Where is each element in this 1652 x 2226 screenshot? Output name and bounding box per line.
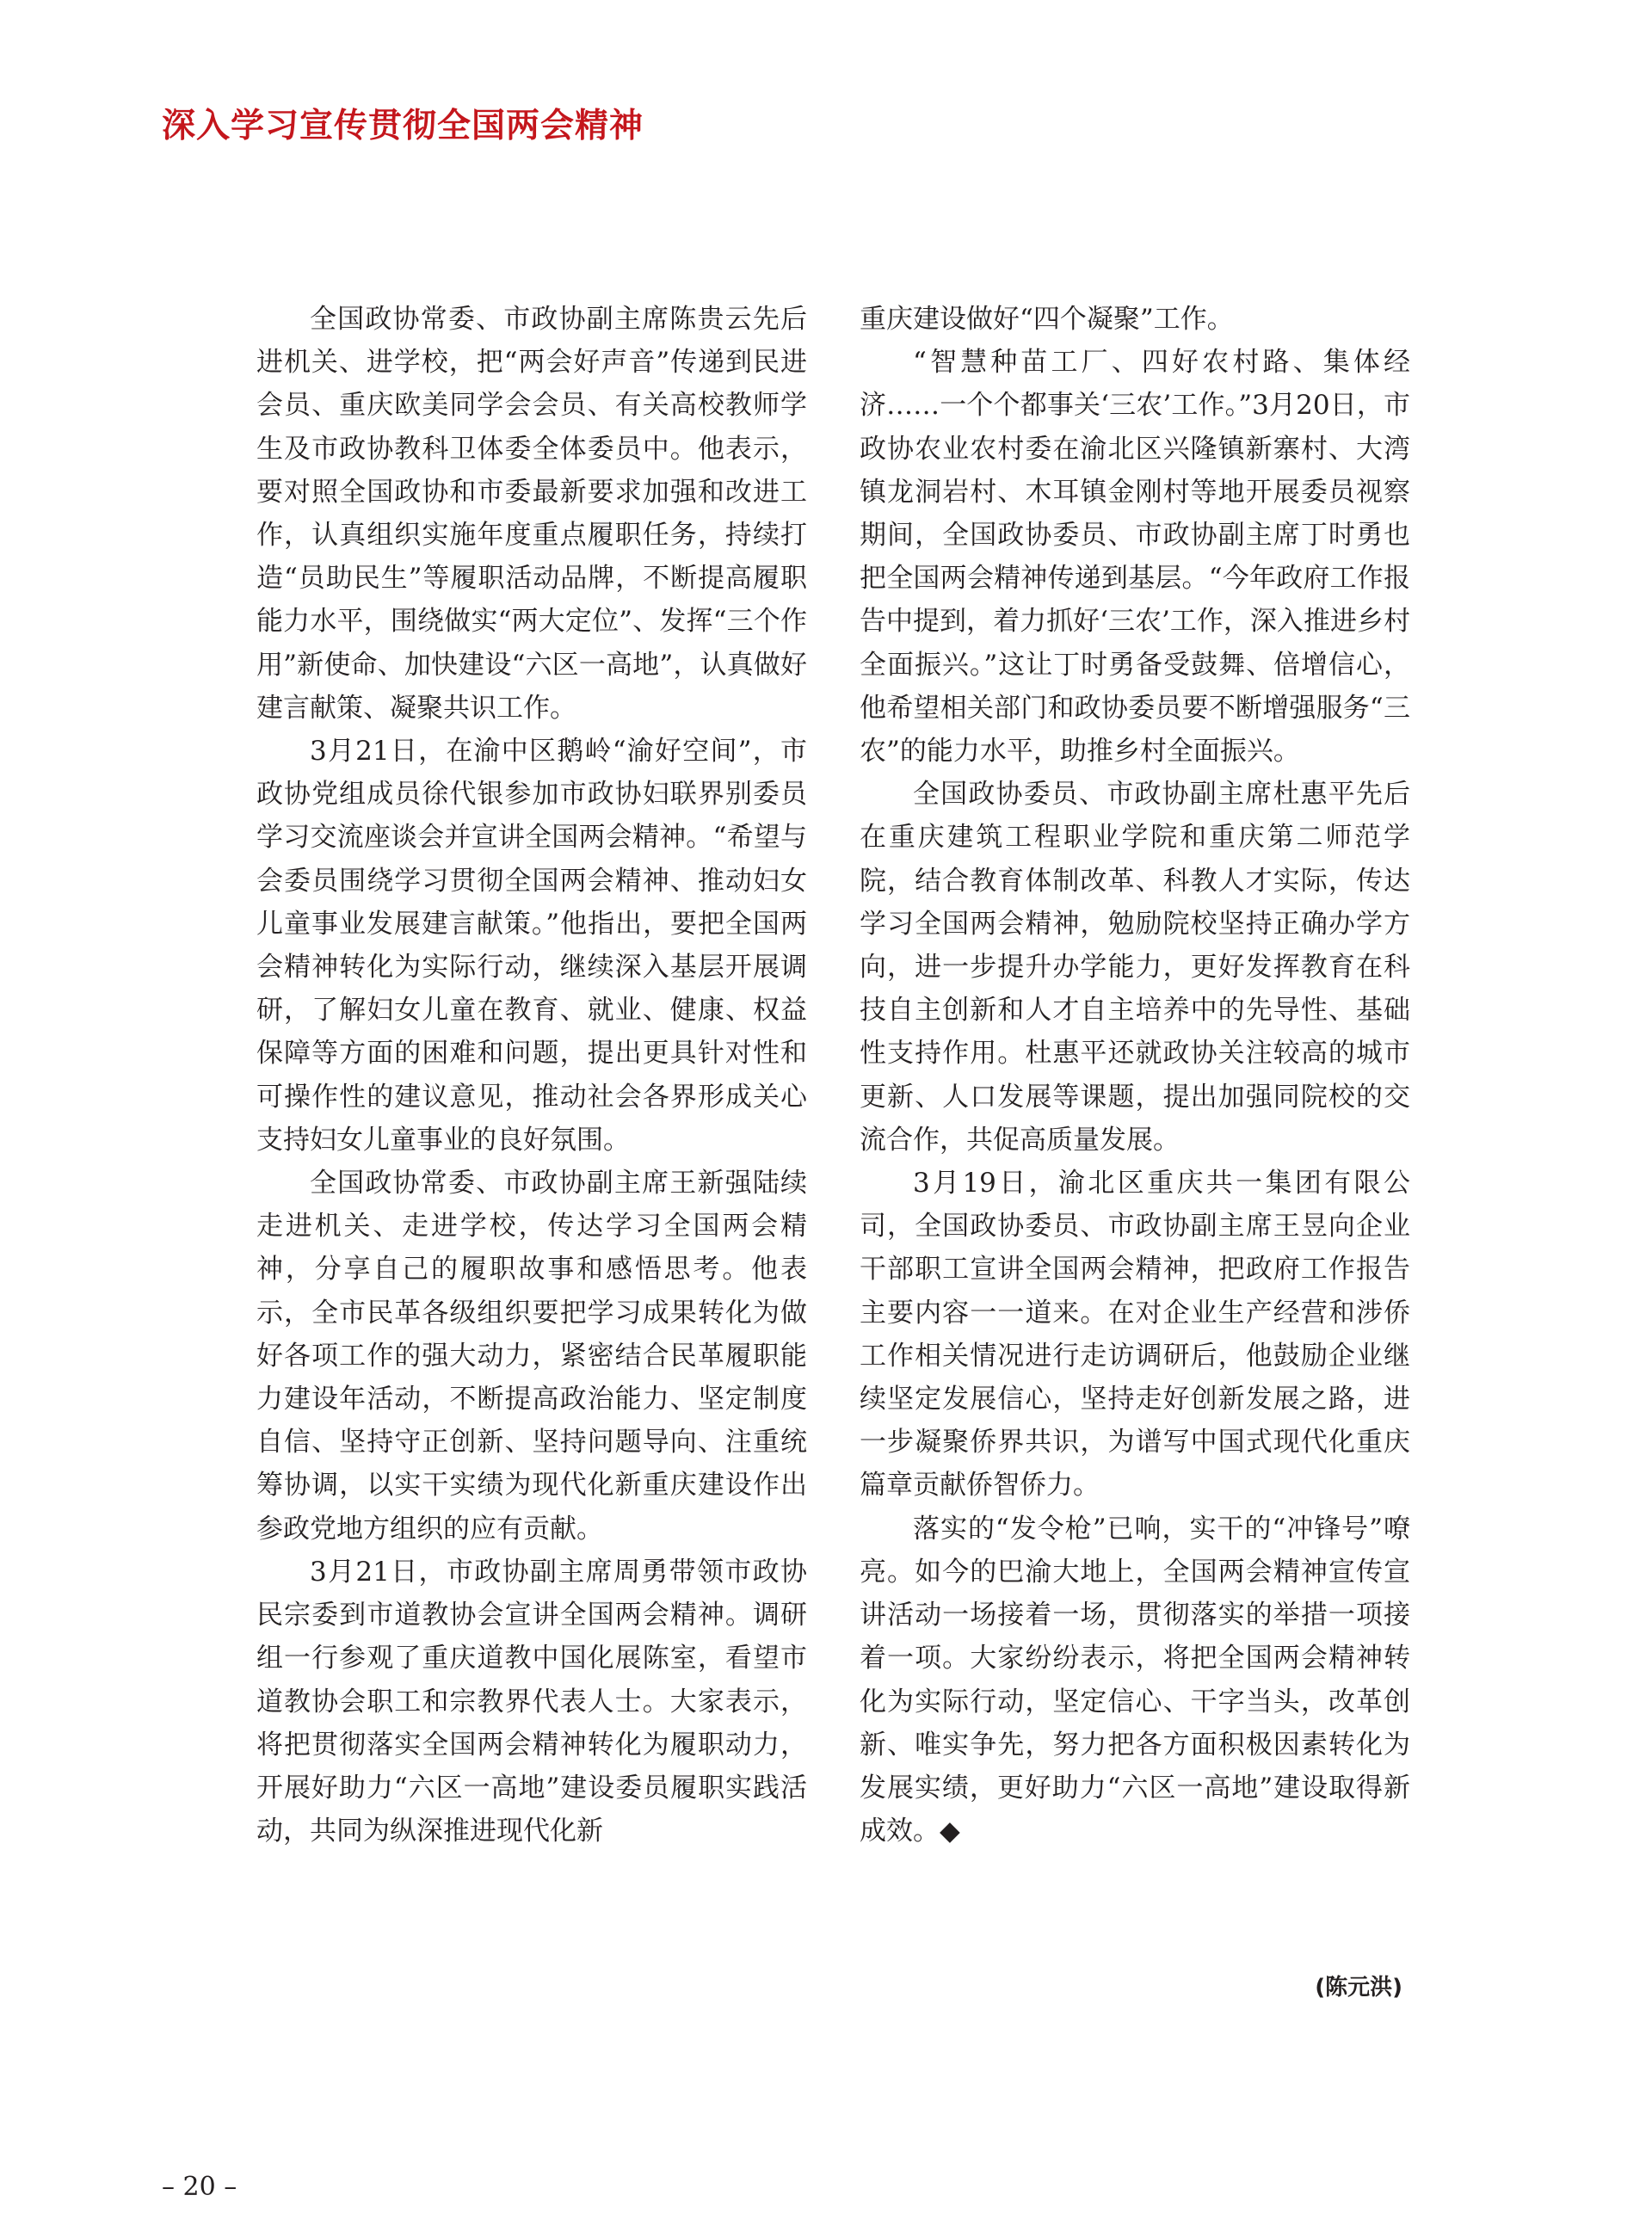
article-right-column (860, 298, 1410, 1853)
paragraph: 3月21日，在渝中区鹅岭“渝好空间”，市政协党组成员徐代银参加市政协妇联界别委员学习交流座谈会并宣讲全国两会精神。“希望与会委员围绕学习贯彻全国两会精神、推动妇女儿童事业发展建言献策。”他指出，要把全国两会精神转化为实际行动，继续深入基层开展调研，了解妇女儿童在教育、就业、健康、权益保障等方面的困难和问题，提出更具针对性和可操作性的建议意见，推动社会各界形成关心支持妇女儿童事业的良好氛围。 (256, 736, 807, 1156)
paragraph-continuation: 重庆建设做好“四个凝聚”工作。 (860, 304, 1234, 335)
article-left-column (256, 298, 807, 1853)
page-number: – 20 – (162, 2172, 237, 2202)
paragraph: “智慧种苗工厂、四好农村路、集体经济……一个个都事关‘三农’工作。”3月20日，市政协农业农村委在渝北区兴隆镇新寨村、大湾镇龙洞岩村、木耳镇金刚村等地开展委员视察期间，全国政协委员、市政协副主席丁时勇也把全国两会精神传递到基层。“今年政府工作报告中提到，着力抓好‘三农’工作，深入推进乡村全面振兴。”这让丁时勇备受鼓舞、倍增信心，他希望相关部门和政协委员要不断增强服务“三农”的能力水平，助推乡村全面振兴。 (860, 347, 1410, 768)
paragraph: 3月21日，市政协副主席周勇带领市政协民宗委到市道教协会宣讲全国两会精神。调研组一行参观了重庆道教中国化展陈室，看望市道教协会职工和宗教界代表人士。大家表示，将把贯彻落实全国两会精神转化为履职动力，开展好助力“六区一高地”建设委员履职实践活动，共同为纵深推进现代化新 (256, 1556, 807, 1847)
paragraph: 全国政协常委、市政协副主席王新强陆续走进机关、走进学校，传达学习全国两会精神，分享自己的履职故事和感悟思考。他表示，全市民革各级组织要把学习成果转化为做好各项工作的强大动力，紧密结合民革履职能力建设年活动，不断提高政治能力、坚定制度自信、坚持守正创新、坚持问题导向、注重统筹协调，以实干实绩为现代化新重庆建设作出参政党地方组织的应有贡献。 (256, 1168, 807, 1545)
section-title: 深入学习宣传贯彻全国两会精神 (162, 107, 644, 145)
author-byline: (陈元洪) (1315, 1975, 1402, 2001)
paragraph: 3月19日，渝北区重庆共一集团有限公司，全国政协委员、市政协副主席王昱向企业干部职工宣讲全国两会精神，把政府工作报告主要内容一一道来。在对企业生产经营和涉侨工作相关情况进行走访调研后，他鼓励企业继续坚定发展信心，坚持走好创新发展之路，进一步凝聚侨界共识，为谱写中国式现代化重庆篇章贡献侨智侨力。 (860, 1168, 1410, 1501)
paragraph: 全国政协委员、市政协副主席杜惠平先后在重庆建筑工程职业学院和重庆第二师范学院，结合教育体制改革、科教人才实际，传达学习全国两会精神，勉励院校坚持正确办学方向，进一步提升办学能力，更好发挥教育在科技自主创新和人才自主培养中的先导性、基础性支持作用。杜惠平还就政协关注较高的城市更新、人口发展等课题，提出加强同院校的交流合作，共促高质量发展。 (860, 779, 1410, 1156)
paragraph: 落实的“发令枪”已响，实干的“冲锋号”嘹亮。如今的巴渝大地上，全国两会精神宣传宣讲活动一场接着一场，贯彻落实的举措一项接着一项。大家纷纷表示，将把全国两会精神转化为实际行动，坚定信心、干字当头，改革创新、唯实争先，努力把各方面积极因素转化为发展实绩，更好助力“六区一高地”建设取得新成效。◆ (860, 1513, 1410, 1847)
paragraph: 全国政协常委、市政协副主席陈贵云先后进机关、进学校，把“两会好声音”传递到民进会员、重庆欧美同学会会员、有关高校教师学生及市政协教科卫体委全体委员中。他表示，要对照全国政协和市委最新要求加强和改进工作，认真组织实施年度重点履职任务，持续打造“员助民生”等履职活动品牌，不断提高履职能力水平，围绕做实“两大定位”、发挥“三个作用”新使命、加快建设“六区一高地”，认真做好建言献策、凝聚共识工作。 (256, 304, 807, 724)
